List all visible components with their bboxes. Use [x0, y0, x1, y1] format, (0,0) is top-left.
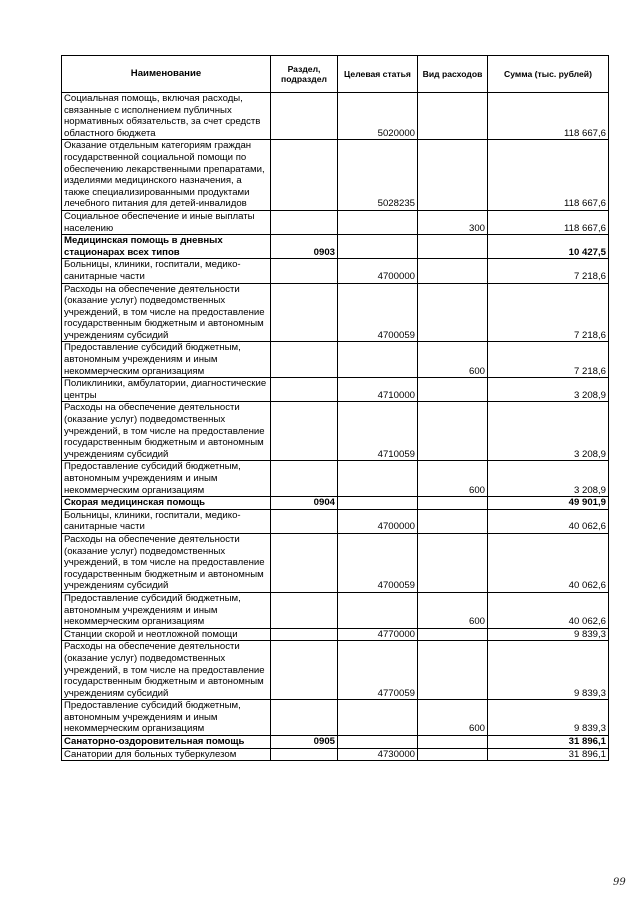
row-sum: 7 218,6: [488, 342, 609, 378]
header-name: Наименование: [62, 56, 271, 93]
row-name: Станции скорой и неотложной помощи: [62, 628, 271, 641]
row-target: 4770059: [338, 641, 418, 700]
row-name: Оказание отдельным категориям граждан государственной социальной помощи по обеспечению лекарственными препаратами, изделиями медицинского назначения, а также специализированными продуктами лечебного питания для детей-инвалидов: [62, 140, 271, 211]
row-type: 600: [418, 342, 488, 378]
row-type: [418, 628, 488, 641]
row-target: 4710000: [338, 378, 418, 402]
row-section: 0905: [271, 736, 338, 749]
row-section: [271, 283, 338, 342]
row-type: 600: [418, 592, 488, 628]
row-name: Предоставление субсидий бюджетным, автономным учреждениям и иным некоммерческим организациям: [62, 700, 271, 736]
row-sum: 10 427,5: [488, 235, 609, 259]
budget-table: [61, 55, 609, 761]
row-name: Предоставление субсидий бюджетным, автономным учреждениям и иным некоммерческим организациям: [62, 592, 271, 628]
row-name: Расходы на обеспечение деятельности (оказание услуг) подведомственных учреждений, в том числе на предоставление государственным бюджетным и автономным учреждениям субсидий: [62, 283, 271, 342]
row-name: Санатории для больных туберкулезом: [62, 748, 271, 761]
row-section: 0903: [271, 235, 338, 259]
row-type: [418, 259, 488, 283]
table-row: [62, 509, 609, 533]
row-name: Медицинская помощь в дневных стационарах всех типов: [62, 235, 271, 259]
row-section: [271, 402, 338, 461]
row-name: Расходы на обеспечение деятельности (оказание услуг) подведомственных учреждений, в том числе на предоставление государственным бюджетным и автономным учреждениям субсидий: [62, 533, 271, 592]
row-sum: 40 062,6: [488, 509, 609, 533]
row-section: [271, 641, 338, 700]
row-type: 600: [418, 461, 488, 497]
table-row: [62, 641, 609, 700]
row-name: Поликлиники, амбулатории, диагностические центры: [62, 378, 271, 402]
row-name: Социальное обеспечение и иные выплаты населению: [62, 210, 271, 234]
row-target: 5020000: [338, 93, 418, 140]
table-row: [62, 259, 609, 283]
row-type: [418, 402, 488, 461]
header-target: Целевая статья: [338, 56, 418, 93]
row-target: [338, 736, 418, 749]
table-row: [62, 533, 609, 592]
row-target: [338, 592, 418, 628]
row-type: [418, 93, 488, 140]
row-section: [271, 533, 338, 592]
row-sum: 3 208,9: [488, 402, 609, 461]
row-name: Расходы на обеспечение деятельности (оказание услуг) подведомственных учреждений, в том числе на предоставление государственным бюджетным и автономным учреждениям субсидий: [62, 641, 271, 700]
row-sum: 31 896,1: [488, 736, 609, 749]
header-sum: Сумма (тыс. рублей): [488, 56, 609, 93]
row-target: 4770000: [338, 628, 418, 641]
table-row: [62, 592, 609, 628]
row-name: Больницы, клиники, госпитали, медико-санитарные части: [62, 259, 271, 283]
row-target: [338, 461, 418, 497]
table-row: [62, 235, 609, 259]
table-row: [62, 210, 609, 234]
row-target: 4730000: [338, 748, 418, 761]
row-name: Скорая медицинская помощь: [62, 497, 271, 510]
row-name: Санаторно-оздоровительная помощь: [62, 736, 271, 749]
row-type: [418, 140, 488, 211]
table-row: [62, 378, 609, 402]
row-sum: 3 208,9: [488, 378, 609, 402]
row-section: [271, 628, 338, 641]
page-mark: 99: [613, 877, 626, 888]
row-section: [271, 592, 338, 628]
row-type: 600: [418, 700, 488, 736]
row-sum: 9 839,3: [488, 641, 609, 700]
row-sum: 9 839,3: [488, 700, 609, 736]
row-target: 4710059: [338, 402, 418, 461]
row-target: 4700000: [338, 509, 418, 533]
row-type: [418, 497, 488, 510]
table-row: [62, 140, 609, 211]
row-section: [271, 259, 338, 283]
row-name: Социальная помощь, включая расходы, связанные с исполнением публичных нормативных обязательств, за счет средств областного бюджета: [62, 93, 271, 140]
table-header-row: [62, 56, 609, 93]
row-section: [271, 210, 338, 234]
row-sum: 118 667,6: [488, 140, 609, 211]
row-section: [271, 140, 338, 211]
table-row: [62, 93, 609, 140]
row-target: 4700059: [338, 533, 418, 592]
row-name: Предоставление субсидий бюджетным, автономным учреждениям и иным некоммерческим организациям: [62, 342, 271, 378]
row-sum: 40 062,6: [488, 533, 609, 592]
table-row: [62, 461, 609, 497]
row-target: [338, 235, 418, 259]
row-target: [338, 497, 418, 510]
row-type: [418, 748, 488, 761]
row-section: [271, 342, 338, 378]
row-sum: 118 667,6: [488, 210, 609, 234]
row-type: [418, 235, 488, 259]
table-row: [62, 736, 609, 749]
row-sum: 9 839,3: [488, 628, 609, 641]
row-target: 4700000: [338, 259, 418, 283]
row-sum: 3 208,9: [488, 461, 609, 497]
table-row: [62, 402, 609, 461]
row-target: [338, 210, 418, 234]
table-row: [62, 497, 609, 510]
table-row: [62, 628, 609, 641]
row-target: 4700059: [338, 283, 418, 342]
row-type: [418, 509, 488, 533]
row-type: 300: [418, 210, 488, 234]
row-section: [271, 93, 338, 140]
row-section: [271, 509, 338, 533]
row-type: [418, 283, 488, 342]
row-sum: 118 667,6: [488, 93, 609, 140]
row-sum: 7 218,6: [488, 283, 609, 342]
table-row: [62, 748, 609, 761]
table-row: [62, 700, 609, 736]
row-name: Расходы на обеспечение деятельности (оказание услуг) подведомственных учреждений, в том числе на предоставление государственным бюджетным и автономным учреждениям субсидий: [62, 402, 271, 461]
row-target: 5028235: [338, 140, 418, 211]
row-type: [418, 533, 488, 592]
row-section: 0904: [271, 497, 338, 510]
row-type: [418, 736, 488, 749]
row-target: [338, 342, 418, 378]
row-section: [271, 461, 338, 497]
table-row: [62, 342, 609, 378]
row-target: [338, 700, 418, 736]
row-type: [418, 378, 488, 402]
table-row: [62, 283, 609, 342]
row-sum: 31 896,1: [488, 748, 609, 761]
row-section: [271, 748, 338, 761]
row-sum: 40 062,6: [488, 592, 609, 628]
row-sum: 7 218,6: [488, 259, 609, 283]
header-type: Вид расходов: [418, 56, 488, 93]
row-sum: 49 901,9: [488, 497, 609, 510]
row-section: [271, 700, 338, 736]
header-section: Раздел, подраздел: [271, 56, 338, 93]
row-name: Предоставление субсидий бюджетным, автономным учреждениям и иным некоммерческим организациям: [62, 461, 271, 497]
row-name: Больницы, клиники, госпитали, медико-санитарные части: [62, 509, 271, 533]
row-section: [271, 378, 338, 402]
table-body: [62, 93, 609, 761]
row-type: [418, 641, 488, 700]
